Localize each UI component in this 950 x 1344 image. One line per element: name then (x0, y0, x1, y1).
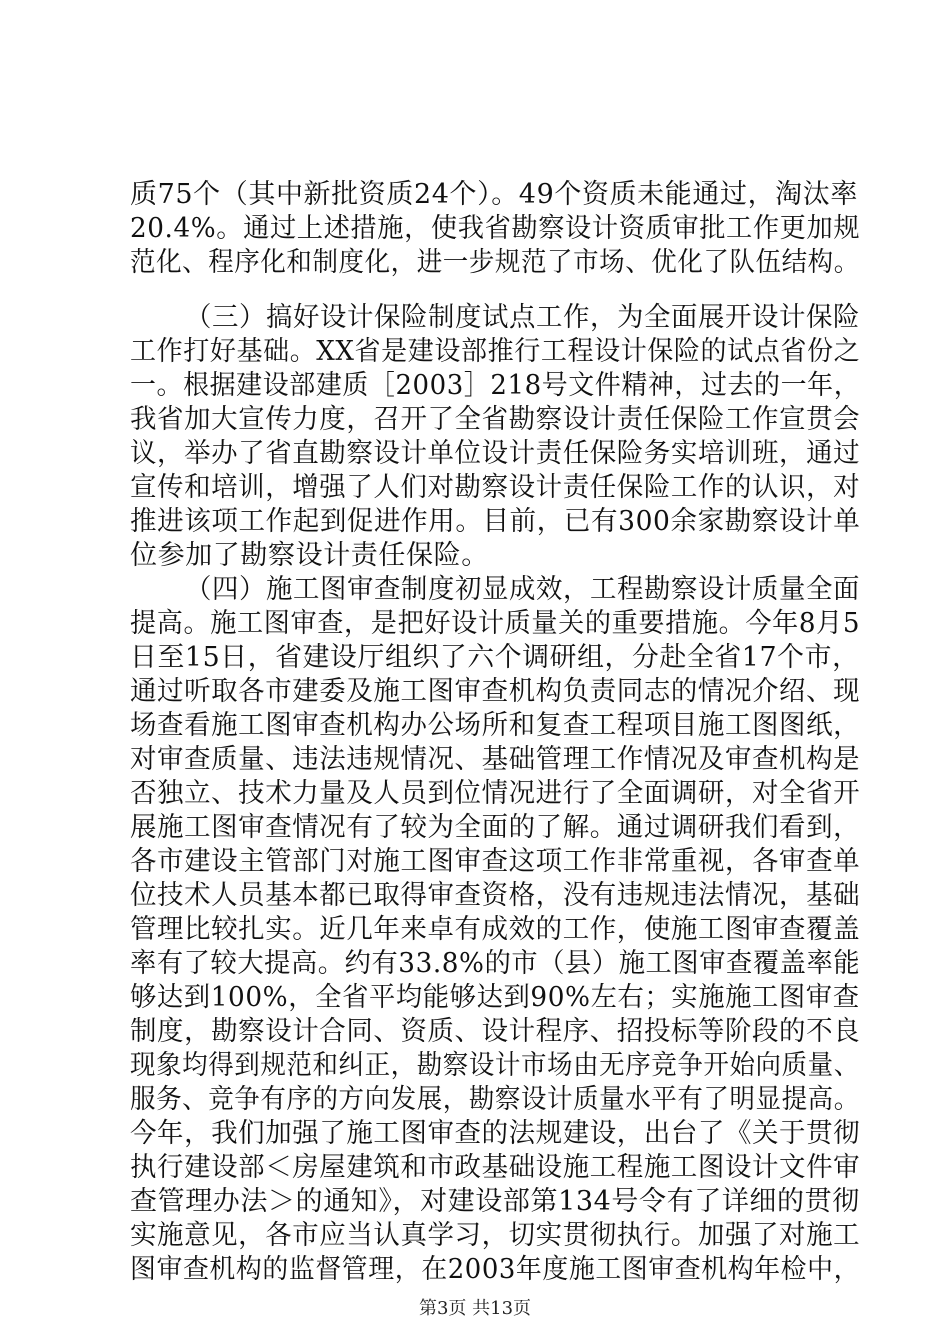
body-text-line: 范化、程序化和制度化，进一步规范了市场、优化了队伍结构。 (130, 247, 860, 278)
body-text-line: 提高。施工图审查，是把好设计质量关的重要措施。今年8月5 (130, 608, 861, 639)
paragraph-heading-4: （四）施工图审查制度初显成效，工程勘察设计质量全面 (185, 574, 860, 605)
page-number-footer: 第3页 共13页 (418, 1298, 532, 1319)
body-text-line: 够达到100%，全省平均能够达到90%左右；实施施工图审查 (130, 982, 860, 1013)
body-text-line: 查管理办法＞的通知》，对建设部第134号令有了详细的贯彻 (130, 1186, 860, 1217)
body-text-line: 展施工图审查情况有了较为全面的了解。通过调研我们看到， (130, 812, 861, 843)
body-text-line: 位技术人员基本都已取得审查资格，没有违规违法情况，基础 (130, 880, 861, 911)
body-text-line: 位参加了勘察设计责任保险。 (130, 540, 489, 571)
body-text-line: 质75个（其中新批资质24个）。49个资质未能通过，淘汰率 (130, 179, 858, 210)
body-text-line: 制度，勘察设计合同、资质、设计程序、招投标等阶段的不良 (130, 1016, 861, 1047)
body-text-line: 一。根据建设部建质［2003］218号文件精神，过去的一年， (130, 370, 861, 401)
body-text-line: 对审查质量、违法违规情况、基础管理工作情况及审查机构是 (130, 744, 861, 775)
body-text-line: 通过听取各市建委及施工图审查机构负责同志的情况介绍、现 (130, 676, 861, 707)
paragraph-heading-3: （三）搞好设计保险制度试点工作，为全面展开设计保险 (185, 302, 860, 333)
body-text-line: 各市建设主管部门对施工图审查这项工作非常重视，各审查单 (130, 846, 861, 877)
body-text-line: 我省加大宣传力度，召开了全省勘察设计责任保险工作宣贯会 (130, 404, 861, 435)
body-text-line: 执行建设部＜房屋建筑和市政基础设施工程施工图设计文件审 (130, 1152, 861, 1183)
body-text-line: 今年，我们加强了施工图审查的法规建设，出台了《关于贯彻 (130, 1118, 861, 1149)
body-text-line: 图审查机构的监督管理，在2003年度施工图审查机构年检中， (130, 1254, 861, 1285)
body-text-line: 实施意见，各市应当认真学习，切实贯彻执行。加强了对施工 (130, 1220, 861, 1251)
body-text-line: 场查看施工图审查机构办公场所和复查工程项目施工图图纸， (130, 710, 861, 741)
body-text-line: 工作打好基础。XX省是建设部推行工程设计保险的试点省份之 (130, 336, 861, 367)
body-text-line: 否独立、技术力量及人员到位情况进行了全面调研，对全省开 (130, 778, 861, 809)
body-text-line: 推进该项工作起到促进作用。目前，已有300余家勘察设计单 (130, 506, 861, 537)
body-text-line: 议，举办了省直勘察设计单位设计责任保险务实培训班，通过 (130, 438, 861, 469)
body-text-line: 率有了较大提高。约有33.8%的市（县）施工图审查覆盖率能 (130, 948, 861, 979)
body-text-line: 管理比较扎实。近几年来卓有成效的工作，使施工图审查覆盖 (130, 914, 861, 945)
body-text-line: 宣传和培训，增强了人们对勘察设计责任保险工作的认识，对 (130, 472, 861, 503)
body-text-line: 服务、竞争有序的方向发展，勘察设计质量水平有了明显提高。 (130, 1084, 860, 1115)
body-text-line: 日至15日，省建设厅组织了六个调研组，分赴全省17个市， (130, 642, 860, 673)
body-text-line: 现象均得到规范和纠正，勘察设计市场由无序竞争开始向质量、 (130, 1050, 860, 1081)
body-text-line: 20.4%。通过上述措施，使我省勘察设计资质审批工作更加规 (130, 213, 861, 244)
